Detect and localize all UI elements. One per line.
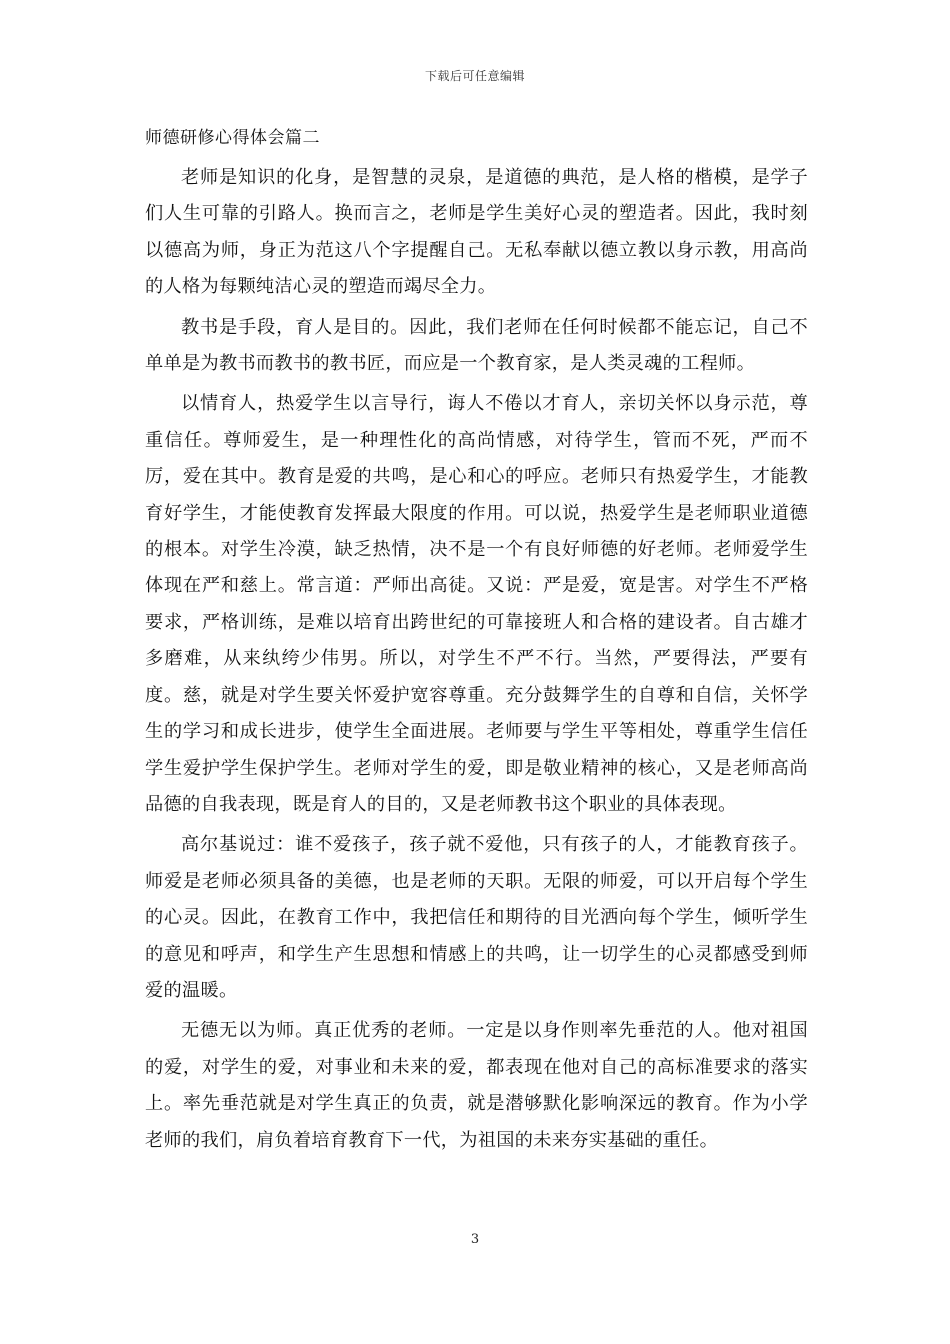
paragraph: 以情育人，热爱学生以言导行，诲人不倦以才育人，亲切关怀以身示范，尊重信任。尊师爱生，是一种理性化的高尚情感，对待学生，管而不死，严而不厉，爱在其中。教育是爱的共鸣，是心和心的呼应。老师只有热爱学生，才能教育好学生，才能使教育发挥最大限度的作用。可以说，热爱学生是老师职业道德的根本。对学生冷漠，缺乏热情，决不是一个有良好师德的好老师。老师爱学生体现在严和慈上。常言道：严师出高徒。又说：严是爱，宽是害。对学生不严格要求，严格训练，是难以培育出跨世纪的可靠接班人和合格的建设者。自古雄才多磨难，从来纨绔少伟男。所以，对学生不严不行。当然，严要得法，严要有度。慈，就是对学生要关怀爱护宽容尊重。充分鼓舞学生的自尊和自信，关怀学生的学习和成长进步，使学生全面进展。老师要与学生平等相处，尊重学生信任学生爱护学生保护学生。老师对学生的爱，即是敬业精神的核心，又是老师高尚品德的自我表现，既是育人的目的，又是老师教书这个职业的具体表现。 (145, 393, 808, 815)
page-header: 下载后可任意编辑 (424, 69, 525, 83)
document-body (145, 124, 808, 1159)
document-title: 师德研修心得体会篇二 (145, 128, 320, 148)
paragraph: 高尔基说过：谁不爱孩子，孩子就不爱他，只有孩子的人，才能教育孩子。师爱是老师必须具备的美德，也是老师的天职。无限的师爱，可以开启每个学生的心灵。因此，在教育工作中，我把信任和期待的目光洒向每个学生，倾听学生的意见和呼声，和学生产生思想和情感上的共鸣，让一切学生的心灵都感受到师爱的温暖。 (145, 834, 808, 1001)
paragraph: 无德无以为师。真正优秀的老师。一定是以身作则率先垂范的人。他对祖国的爱，对学生的爱，对事业和未来的爱，都表现在他对自己的高标准要求的落实上。率先垂范就是对学生真正的负责，就是潜够默化影响深远的教育。作为小学老师的我们，肩负着培育教育下一代，为祖国的未来夯实基础的重任。 (145, 1020, 808, 1151)
paragraph: 教书是手段，育人是目的。因此，我们老师在任何时候都不能忘记，自己不单单是为教书而教书的教书匠，而应是一个教育家，是人类灵魂的工程师。 (145, 316, 808, 375)
paragraph: 老师是知识的化身，是智慧的灵泉，是道德的典范，是人格的楷模，是学子们人生可靠的引路人。换而言之，老师是学生美好心灵的塑造者。因此，我时刻以德高为师，身正为范这八个字提醒自己。无私奉献以德立教以身示教，用高尚的人格为每颗纯洁心灵的塑造而竭尽全力。 (145, 167, 808, 298)
page-number: 3 (470, 1232, 480, 1247)
